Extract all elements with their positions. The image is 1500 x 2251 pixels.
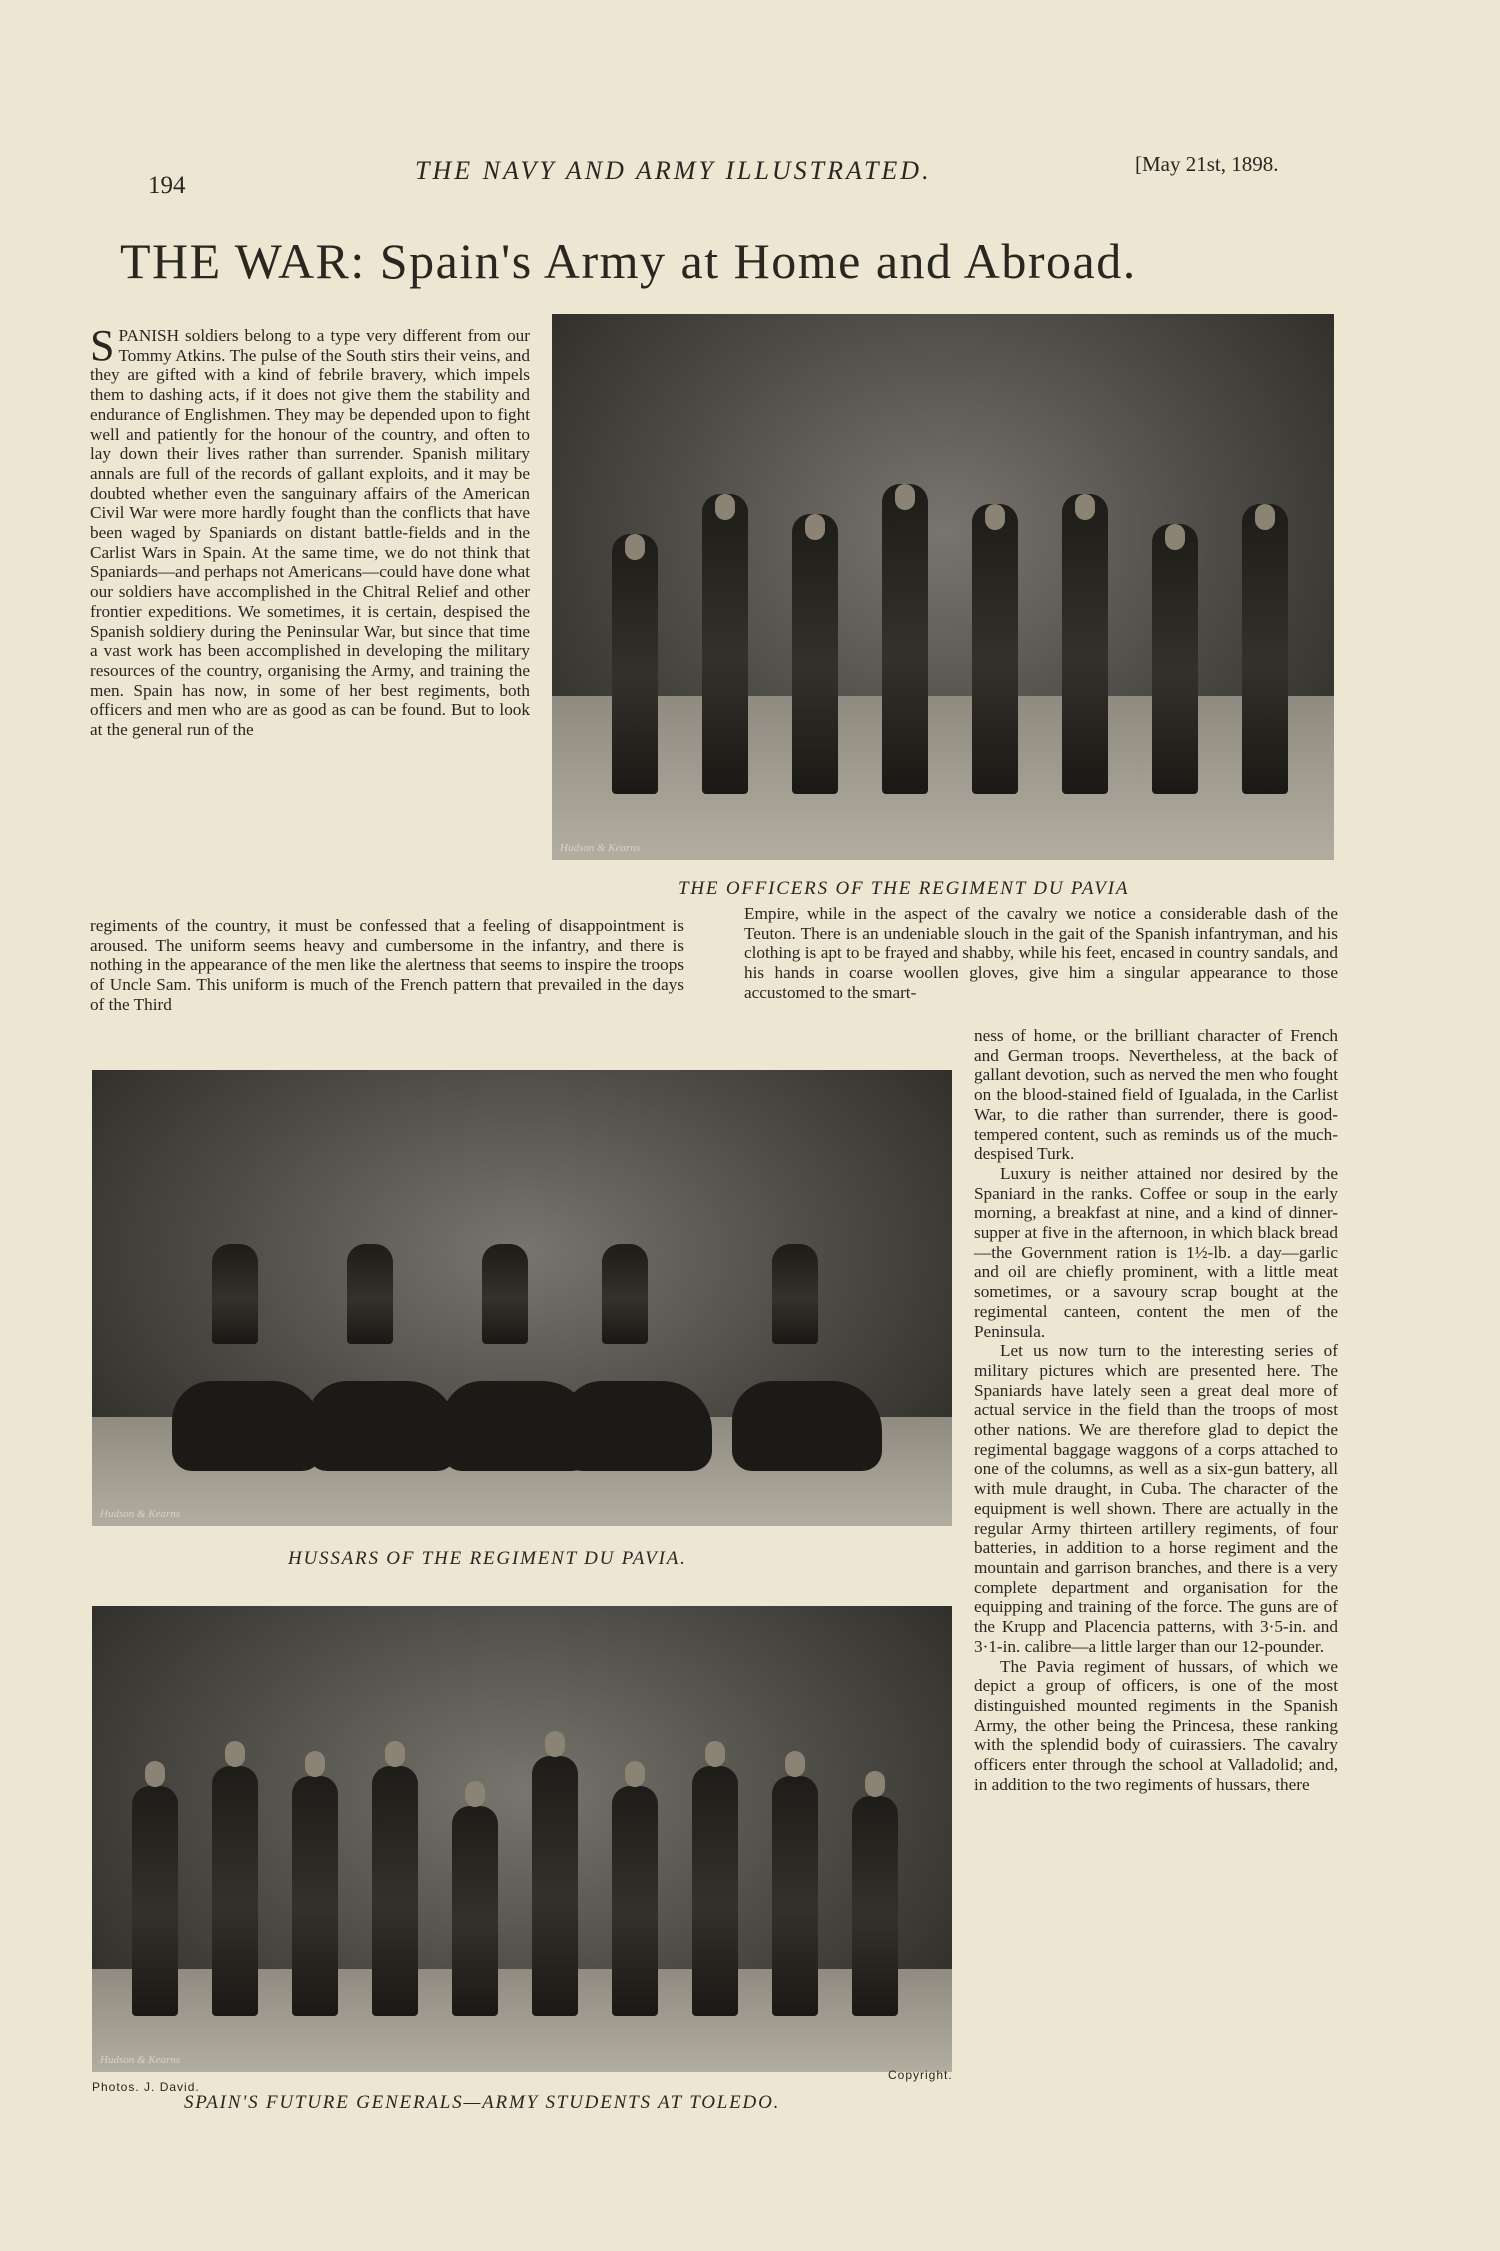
article-column-1 — [90, 321, 530, 740]
photo-stamp: Hudson & Kearns — [560, 842, 641, 854]
paragraph: Let us now turn to the interesting series of military pictures which are presented here. The Spaniards have lately seen a great deal more of actual service in the field than the troops of most other nations. We are therefore glad to depict the regimental baggage waggons of a corps attached to one of the columns, as well as a six-gun battery, all with mule draught, in Cuba. The character of the equipment is well shown. There are actually in the regular Army thirteen artillery regiments, of four batteries, in addition to a horse regiment and the mountain and garrison branches, and there is a very complete department and organisation for the equipping and training of the force. The guns are of the Krupp and Placencia patterns, with 3·5-in. and 3·1-in. calibre—a little larger than our 12-pounder. — [974, 1341, 1338, 1656]
paragraph: The Pavia regiment of hussars, of which we depict a group of officers, is one of the most distinguished mounted regiments in the Spanish Army, the other being the Princesa, these ranking with the splendid body of cuirassiers. The cavalry officers enter through the school at Valladolid; and, in addition to the two regiments of hussars, there — [974, 1656, 1338, 1794]
photo-officers — [552, 314, 1334, 860]
caption-students: SPAIN'S FUTURE GENERALS—ARMY STUDENTS AT TOLEDO. — [184, 2092, 781, 2113]
caption-officers: THE OFFICERS OF THE REGIMENT DU PAVIA — [678, 878, 1130, 899]
photo-hussars — [92, 1070, 952, 1526]
journal-title: THE NAVY AND ARMY ILLUSTRATED. — [415, 156, 932, 185]
photo-credit: Photos. J. David. — [92, 2080, 200, 2094]
article-column-2-top — [744, 904, 1338, 1003]
photo-stamp: Hudson & Kearns — [100, 1508, 181, 1520]
paragraph: regiments of the country, it must be confessed that a feeling of disappointment is aroused. The uniform seems heavy and cumbersome in the infantry, and there is nothing in the appearance of the men like the alertness that seems to inspire the troops of Uncle Sam. This uniform is much of the French pattern that prevailed in the days of the Third — [90, 916, 684, 1014]
article-column-1-continued — [90, 916, 684, 1015]
paragraph: Luxury is neither attained nor desired by the Spaniard in the ranks. Coffee or soup in the early morning, a breakfast at nine, and a kind of dinner-supper at five in the afternoon, in which black bread—the Government ration is 1½-lb. a day—garlic and oil are chiefly prominent, with a little meat sometimes, or a savoury scrap bought at the regimental canteen, content the men of the Peninsula. — [974, 1163, 1338, 1341]
issue-date: [May 21st, 1898. — [1135, 152, 1279, 176]
copyright-note: Copyright. — [888, 2068, 953, 2082]
drop-cap: S — [90, 321, 115, 370]
photo-students — [92, 1606, 952, 2072]
page-number: 194 — [148, 172, 186, 199]
paragraph: ness of home, or the brilliant character of French and German troops. Nevertheless, at the back of gallant devotion, such as nerved the men who fought on the blood-stained field of Igualada, in the Carlist War, to die rather than surrender, there is good-tempered content, such as reminds us of the much-despised Turk. — [974, 1026, 1338, 1164]
article-title: THE WAR: Spain's Army at Home and Abroad. — [120, 233, 1137, 289]
article-column-3 — [974, 1026, 1338, 1794]
paragraph: Empire, while in the aspect of the cavalry we notice a considerable dash of the Teuton. There is an undeniable slouch in the gait of the Spanish infantryman, and his clothing is apt to be frayed and shabby, while his feet, encased in country sandals, and his hands in coarse woollen gloves, give him a singular appearance to those accustomed to the smart- — [744, 904, 1338, 1002]
photo-stamp: Hudson & Kearns — [100, 2054, 181, 2066]
caption-hussars: HUSSARS OF THE REGIMENT DU PAVIA. — [288, 1548, 687, 1569]
paragraph: PANISH soldiers belong to a type very different from our Tommy Atkins. The pulse of the South stirs their veins, and they are gifted with a kind of febrile bravery, which impels them to dashing acts, if it does not give them the stability and endurance of Englishmen. They may be depended upon to fight well and patiently for the honour of the country, and often to lay down their lives rather than surrender. Spanish military annals are full of the records of gallant exploits, and it may be doubted whether even the sanguinary affairs of the American Civil War were more hardly fought than the conflicts that have been waged by Spaniards on distant battle-fields and in the Carlist Wars in Spain. At the same time, we do not think that Spaniards—and perhaps not Americans—could have done what our soldiers have accomplished in the Chitral Relief and other frontier expeditions. We sometimes, it is certain, despised the Spanish soldiery during the Peninsular War, but since that time a vast work has been accomplished in developing the military resources of the country, organising the Army, and training the men. Spain has now, in some of her best regiments, both officers and men who are as good as can be found. But to look at the general run of the — [90, 326, 530, 740]
